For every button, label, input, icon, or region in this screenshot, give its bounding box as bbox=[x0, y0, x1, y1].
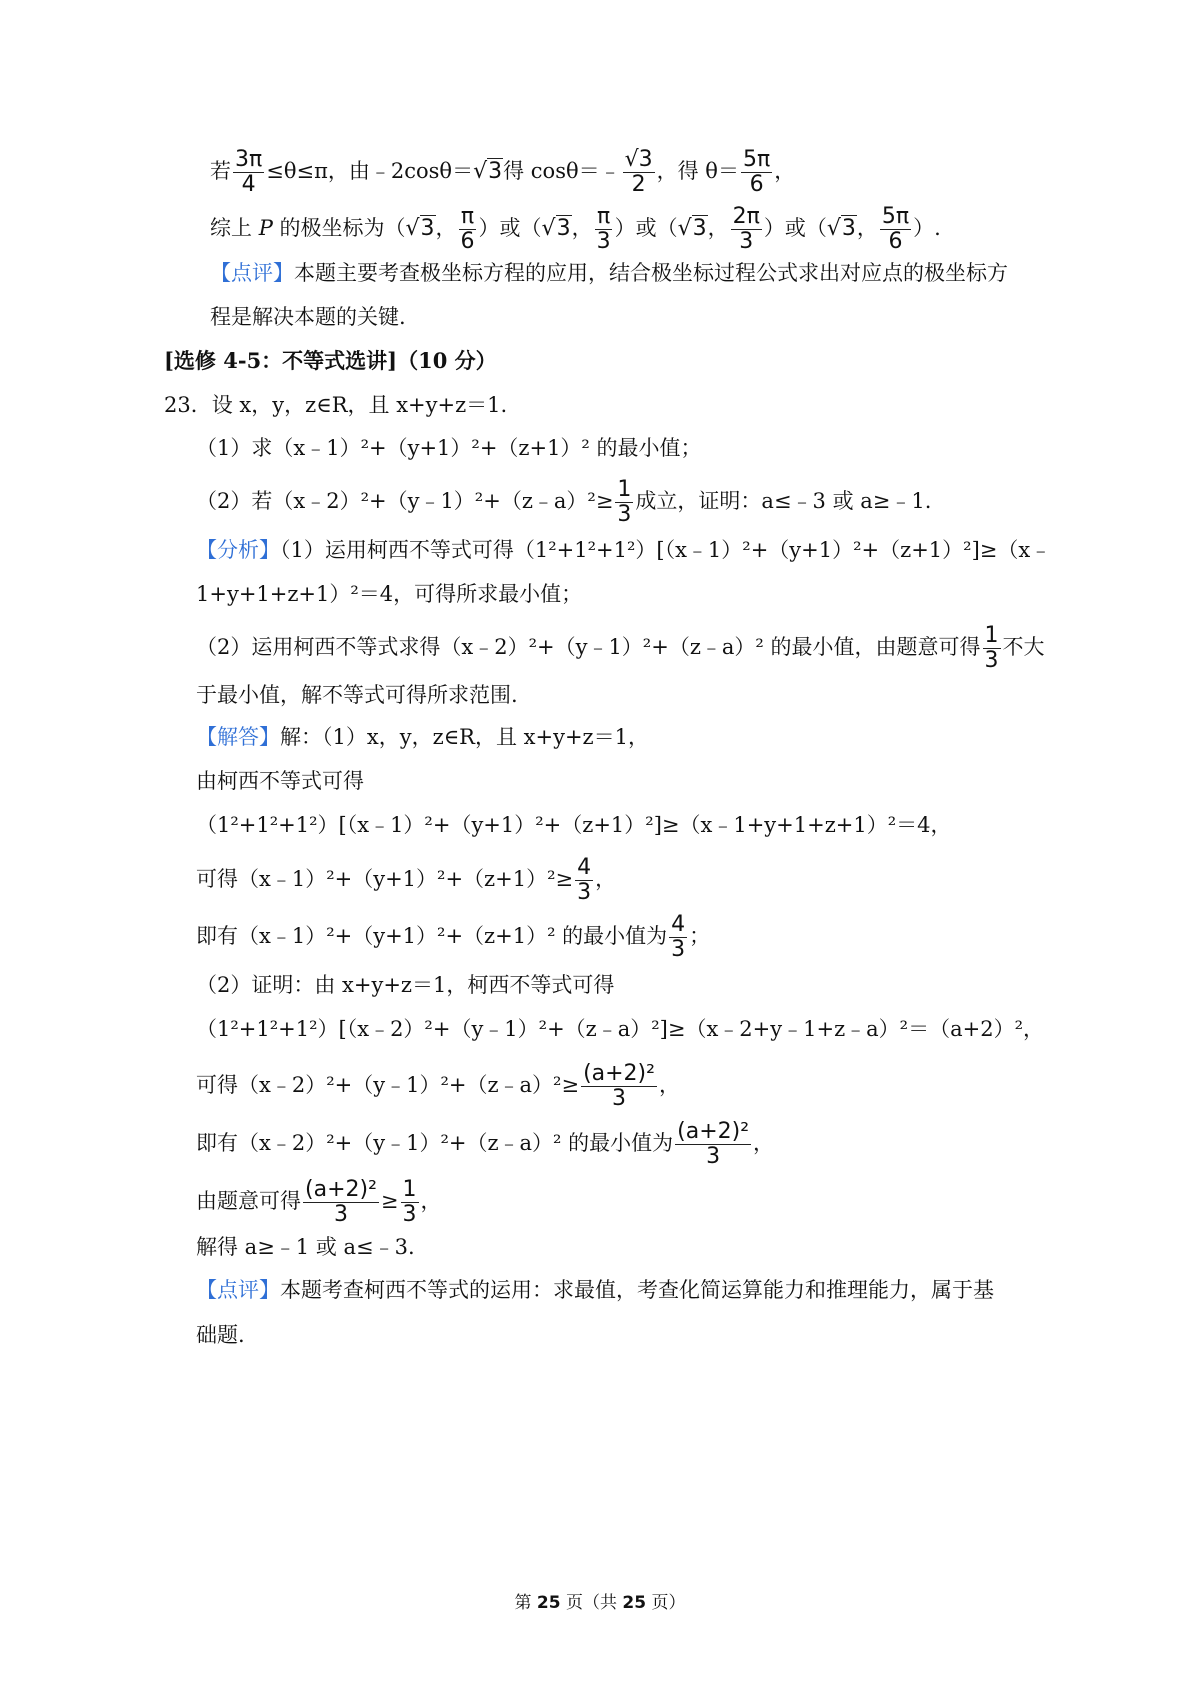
sqrt: √3 bbox=[473, 159, 503, 184]
answer-line-11: 解得 a≥﹣1 或 a≤﹣3. bbox=[196, 1235, 415, 1259]
comment-tag: 【点评】 bbox=[210, 261, 294, 285]
comment-text: 本题主要考查极坐标方程的应用，结合极坐标过程公式求出对应点的极坐标方 bbox=[294, 261, 1008, 285]
analysis-tag: 【分析】 bbox=[196, 538, 280, 562]
page-footer: 第 25 页（共 25 页） bbox=[514, 1593, 686, 1613]
answer-paragraph: 【解答】解：（1）x，y，z∈R，且 x+y+z＝1， bbox=[196, 725, 649, 749]
question-23: 23．设 x，y，z∈R，且 x+y+z＝1. bbox=[164, 393, 508, 417]
answer-line-10: 由题意可得 $\frac{\text{(a+2)²}}{3}$ ≥ $\frac{1}{3}$ ， bbox=[196, 1177, 442, 1227]
fraction: $\frac{3\pi}{4}$ bbox=[235, 147, 263, 197]
answer-tag: 【解答】 bbox=[196, 725, 280, 749]
fraction: $\frac{√3}{2}$ bbox=[624, 147, 653, 197]
text: 得 cosθ＝﹣ bbox=[503, 159, 621, 183]
solution-line-theta-range bbox=[210, 148, 795, 197]
comment-paragraph-2: 【点评】本题考查柯西不等式的运用：求最值，考查化简运算能力和推理能力，属于基 bbox=[196, 1278, 994, 1302]
question-23-part-2: （2）若（x﹣2）²+（y﹣1）²+（z﹣a）²≥ $\frac{1}{3}$ 成立，证明：a≤﹣3 或 a≥﹣1. bbox=[196, 477, 932, 527]
answer-line-5: 即有（x﹣1）²+（y+1）²+（z+1）² 的最小值为 $\frac{4}{3}$ ； bbox=[196, 912, 711, 962]
page-number: 25 bbox=[536, 1593, 561, 1613]
comment-tag: 【点评】 bbox=[196, 1278, 280, 1302]
comment-paragraph-2-cont: 础题. bbox=[196, 1323, 245, 1347]
comment-paragraph-1 bbox=[210, 258, 1008, 288]
analysis-line-3: （2）运用柯西不等式求得（x﹣2）²+（y﹣1）²+（z﹣a）² 的最小值，由题意可得 $\frac{1}{3}$ 不大 bbox=[196, 623, 1045, 673]
answer-line-6: （2）证明：由 x+y+z＝1，柯西不等式可得 bbox=[196, 973, 615, 997]
answer-line-8: 可得（x﹣2）²+（y﹣1）²+（z﹣a）²≥ $\frac{\text{(a+2)²}}{3}$ ， bbox=[196, 1061, 680, 1111]
question-23-part-1: （1）求（x﹣1）²+（y+1）²+（z+1）² 的最小值； bbox=[196, 436, 702, 460]
solution-line-polar-coords: 综上 P 的极坐标为（√3， $\frac{\pi}{6}$ ）或（√3， $\frac{\pi}{3}$ ）或（√3， $\frac{2\pi}{3}$ ）或（√3， $\frac{5\pi}{6}$ ）. bbox=[210, 204, 941, 254]
answer-line-9: 即有（x﹣2）²+（y﹣1）²+（z﹣a）² 的最小值为 $\frac{\text{(a+2)²}}{3}$ ， bbox=[196, 1119, 775, 1169]
answer-line-4: 可得（x﹣1）²+（y+1）²+（z+1）²≥ $\frac{4}{3}$ ， bbox=[196, 855, 617, 905]
page-total: 25 bbox=[622, 1593, 647, 1613]
comment-paragraph-1-cont: 程是解决本题的关键. bbox=[210, 305, 406, 329]
analysis-paragraph: 【分析】（1）运用柯西不等式可得（1²+1²+1²）[（x﹣1）²+（y+1）²+（z+1）²]≥（x﹣ bbox=[196, 538, 1052, 562]
text: ≤θ≤π，由﹣2cosθ＝ bbox=[266, 159, 474, 183]
answer-line-2: 由柯西不等式可得 bbox=[196, 769, 364, 793]
text: ，得 θ＝ bbox=[656, 159, 739, 183]
analysis-line-2: 1+y+1+z+1）²＝4，可得所求最小值； bbox=[196, 582, 583, 606]
section-heading: [选修 4-5：不等式选讲]（10 分） bbox=[164, 348, 497, 373]
answer-line-3: （1²+1²+1²）[（x﹣1）²+（y+1）²+（z+1）²]≥（x﹣1+y+1+z+1）²＝4， bbox=[196, 813, 952, 837]
analysis-line-4: 于最小值，解不等式可得所求范围. bbox=[196, 683, 518, 707]
answer-line-7: （1²+1²+1²）[（x﹣2）²+（y﹣1）²+（z﹣a）²]≥（x﹣2+y﹣1+z﹣a）²＝（a+2）²， bbox=[196, 1017, 1044, 1041]
text: 若 bbox=[210, 159, 231, 183]
fraction: $\frac{5\pi}{6}$ bbox=[742, 147, 771, 197]
text: ， bbox=[774, 159, 796, 183]
